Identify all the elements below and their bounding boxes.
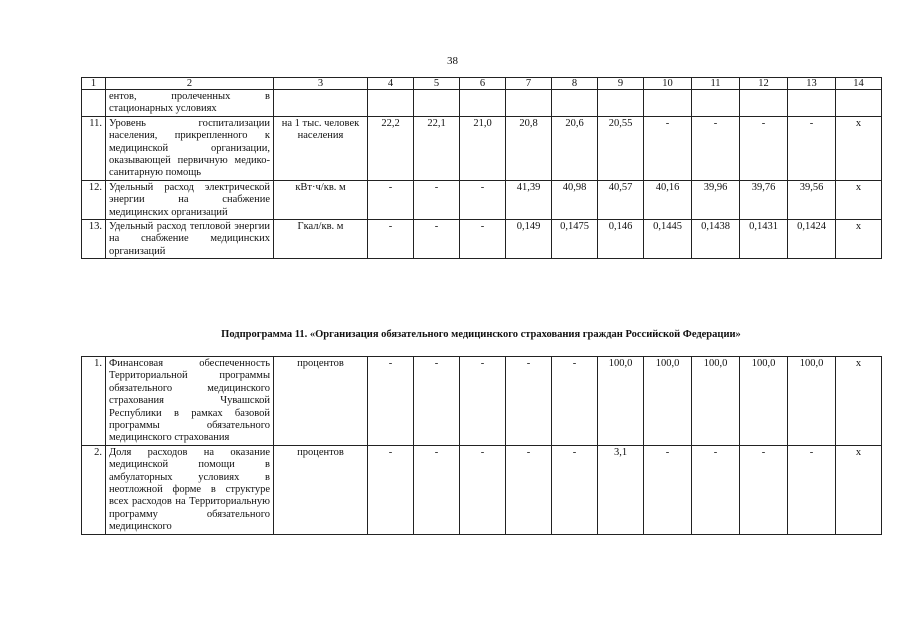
indicator-value: - — [368, 180, 414, 219]
indicator-value: 0,149 — [506, 220, 552, 259]
indicator-value — [836, 90, 882, 117]
unit-of-measure: на 1 тыс. человек населения — [274, 116, 368, 180]
indicator-value: - — [692, 445, 740, 534]
column-header-13: 13 — [788, 78, 836, 90]
indicator-value: - — [506, 445, 552, 534]
indicator-value: - — [368, 357, 414, 446]
indicator-value: - — [414, 357, 460, 446]
indicator-value: 100,0 — [692, 357, 740, 446]
indicator-value: - — [552, 445, 598, 534]
indicator-value: х — [836, 357, 882, 446]
indicator-value: 0,1431 — [740, 220, 788, 259]
table-row — [82, 220, 882, 259]
indicator-value: 100,0 — [788, 357, 836, 446]
indicators-table — [81, 77, 882, 259]
indicator-name: Доля расходов на оказание медицинской помощи в амбулаторных условиях в неотложной форме в структуре всех расходов на Территориальную программу обязательного медицинского — [106, 445, 274, 534]
table-row — [82, 445, 882, 534]
column-header-12: 12 — [740, 78, 788, 90]
indicator-value: 39,76 — [740, 180, 788, 219]
indicator-value: 0,1445 — [644, 220, 692, 259]
indicator-value: - — [644, 116, 692, 180]
indicator-value: - — [692, 116, 740, 180]
column-header-14: 14 — [836, 78, 882, 90]
indicator-value: - — [788, 445, 836, 534]
indicator-name: Удельный расход электрической энергии на снабжение медицинских организаций — [106, 180, 274, 219]
indicator-value — [414, 90, 460, 117]
indicator-value: 40,57 — [598, 180, 644, 219]
row-number — [82, 90, 106, 117]
indicator-value: 0,1438 — [692, 220, 740, 259]
indicator-value: 40,16 — [644, 180, 692, 219]
unit-of-measure: процентов — [274, 357, 368, 446]
indicator-value: - — [788, 116, 836, 180]
column-header-8: 8 — [552, 78, 598, 90]
row-number: 1. — [82, 357, 106, 446]
indicator-value — [368, 90, 414, 117]
indicator-value: - — [460, 220, 506, 259]
indicator-value: - — [414, 445, 460, 534]
indicator-value: - — [368, 445, 414, 534]
indicator-value — [740, 90, 788, 117]
indicator-value: - — [644, 445, 692, 534]
column-header-10: 10 — [644, 78, 692, 90]
column-header-7: 7 — [506, 78, 552, 90]
unit-of-measure — [274, 90, 368, 117]
indicator-value: 20,55 — [598, 116, 644, 180]
indicator-value: - — [460, 357, 506, 446]
column-header-4: 4 — [368, 78, 414, 90]
indicator-name: Уровень госпитализации населения, прикрепленного к медицинской организации, оказывающей первичную медико-санитарную помощь — [106, 116, 274, 180]
indicator-value: х — [836, 220, 882, 259]
unit-of-measure: Гкал/кв. м — [274, 220, 368, 259]
indicator-value: - — [740, 116, 788, 180]
column-header-3: 3 — [274, 78, 368, 90]
indicator-value: - — [506, 357, 552, 446]
indicator-value — [644, 90, 692, 117]
indicator-value — [506, 90, 552, 117]
column-header-row — [82, 78, 882, 90]
unit-of-measure: процентов — [274, 445, 368, 534]
indicator-value — [692, 90, 740, 117]
page-number: 38 — [447, 55, 458, 67]
table-row — [82, 90, 882, 117]
indicator-value — [598, 90, 644, 117]
indicator-value: - — [414, 180, 460, 219]
indicator-value: - — [460, 445, 506, 534]
indicator-name: Финансовая обеспеченность Территориальной программы обязательного медицинского страхования Чувашской Республики в рамках базовой программы обязательного медицинского страхования — [106, 357, 274, 446]
indicator-value: 40,98 — [552, 180, 598, 219]
indicator-value: 22,1 — [414, 116, 460, 180]
indicator-value: 100,0 — [740, 357, 788, 446]
indicator-value: х — [836, 116, 882, 180]
indicator-value: х — [836, 445, 882, 534]
indicator-value — [460, 90, 506, 117]
indicator-value: 3,1 — [598, 445, 644, 534]
column-header-9: 9 — [598, 78, 644, 90]
row-number: 12. — [82, 180, 106, 219]
table-row — [82, 116, 882, 180]
indicator-value — [552, 90, 598, 117]
indicator-value: 41,39 — [506, 180, 552, 219]
indicator-value: 39,56 — [788, 180, 836, 219]
indicator-value: 100,0 — [598, 357, 644, 446]
indicator-value: - — [740, 445, 788, 534]
indicator-value: 22,2 — [368, 116, 414, 180]
indicator-value: - — [368, 220, 414, 259]
indicator-value: 0,1424 — [788, 220, 836, 259]
indicator-name: Удельный расход тепловой энергии на снабжение медицинских организаций — [106, 220, 274, 259]
indicator-value: - — [414, 220, 460, 259]
indicator-value: 0,146 — [598, 220, 644, 259]
row-number: 11. — [82, 116, 106, 180]
column-header-1: 1 — [82, 78, 106, 90]
indicator-value: - — [460, 180, 506, 219]
indicator-value: 20,6 — [552, 116, 598, 180]
column-header-6: 6 — [460, 78, 506, 90]
subprogram-title: Подпрограмма 11. «Организация обязательного медицинского страхования граждан Российской Федерации» — [221, 329, 741, 340]
indicator-value: х — [836, 180, 882, 219]
row-number: 13. — [82, 220, 106, 259]
indicator-value: 0,1475 — [552, 220, 598, 259]
column-header-5: 5 — [414, 78, 460, 90]
indicator-value: 21,0 — [460, 116, 506, 180]
table-row — [82, 180, 882, 219]
column-header-11: 11 — [692, 78, 740, 90]
unit-of-measure: кВт·ч/кв. м — [274, 180, 368, 219]
indicator-value: 100,0 — [644, 357, 692, 446]
indicator-value: 39,96 — [692, 180, 740, 219]
indicator-value: - — [552, 357, 598, 446]
indicator-value: 20,8 — [506, 116, 552, 180]
row-number: 2. — [82, 445, 106, 534]
indicator-name: ентов, пролеченных в стационарных условиях — [106, 90, 274, 117]
subprogram-indicators-table — [81, 356, 882, 535]
indicator-value — [788, 90, 836, 117]
table-row — [82, 357, 882, 446]
column-header-2: 2 — [106, 78, 274, 90]
